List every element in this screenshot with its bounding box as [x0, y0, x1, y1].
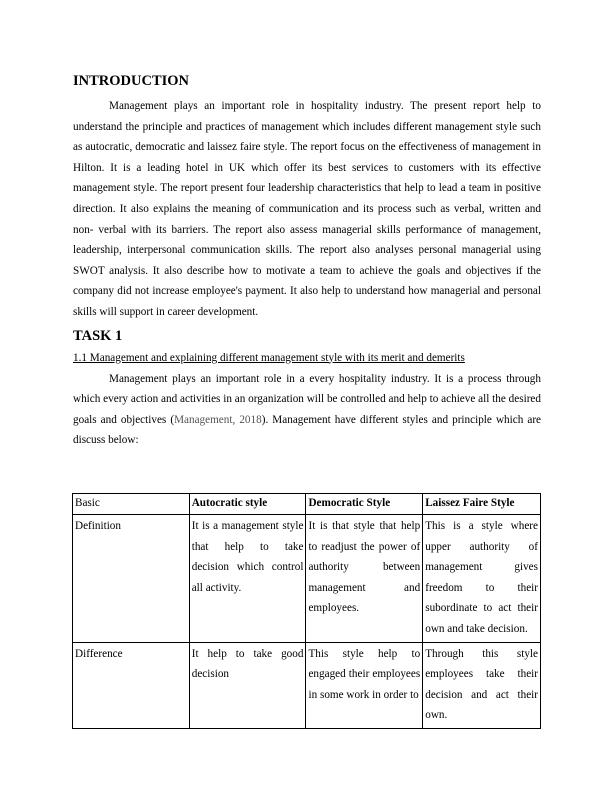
table-cell: This style help to engaged their employees in some work in order to — [306, 642, 423, 728]
table-cell: It help to take good decision — [189, 642, 306, 728]
table-cell: Definition — [73, 515, 190, 643]
header-laissez-faire: Laissez Faire Style — [423, 494, 541, 515]
task1-paragraph — [73, 369, 541, 451]
table-row — [73, 515, 541, 643]
table-cell: Difference — [73, 642, 190, 728]
table-header-row — [73, 494, 541, 515]
table-cell: It is a management style that help to take decision which control all activity. — [189, 515, 306, 643]
task1-paragraph-text-end: ). Management have different styles and principle which are discuss below: — [73, 413, 542, 447]
citation: Management, 2018 — [174, 413, 262, 426]
introduction-paragraph: Management plays an important role in hospitality industry. The present report help to understand the principle and practices of management which includes different management style such as autocratic, democratic and laissez faire style. The report focus on the effectiveness of management in Hilton. It is a leading hotel in UK which offer its best services to customers with its effective management style. The report present four leadership characteristics that help to lead a team in positive direction. It also explains the meaning of communication and its process such as verbal, written and non- verbal with its barriers. The report also assess managerial skills performance of management, leadership, interpersonal communication skills. The report also analyses personal managerial using SWOT analysis. It also describe how to motivate a team to achieve the goals and objectives if the company did not increase employee's payment. It also help to understand how managerial and personal skills will support in career development. — [73, 100, 541, 318]
task1-heading: TASK 1 — [73, 327, 123, 344]
header-democratic: Democratic Style — [306, 494, 423, 515]
task1-subheading: 1.1 Management and explaining different management style with its merit and demerits — [73, 351, 465, 364]
table-cell: Through this style employees take their decision and act their own. — [423, 642, 541, 728]
table-cell: It is that style that help to readjust the power of authority between management and employees. — [306, 515, 423, 643]
header-autocratic: Autocratic style — [189, 494, 306, 515]
table-row — [73, 642, 541, 728]
management-styles-table — [72, 493, 541, 729]
table-cell: This is a style where upper authority of management gives freedom to their subordinate to act their own and take decision. — [423, 515, 541, 643]
header-basic: Basic — [73, 494, 190, 515]
task1-paragraph-text: Management plays an important role in a every hospitality industry. It is a process through which every action and activities in an organization will be controlled and help to achieve all the desired goals and objectives ( — [73, 372, 541, 426]
introduction-heading: INTRODUCTION — [73, 73, 190, 89]
document-body — [73, 71, 541, 451]
